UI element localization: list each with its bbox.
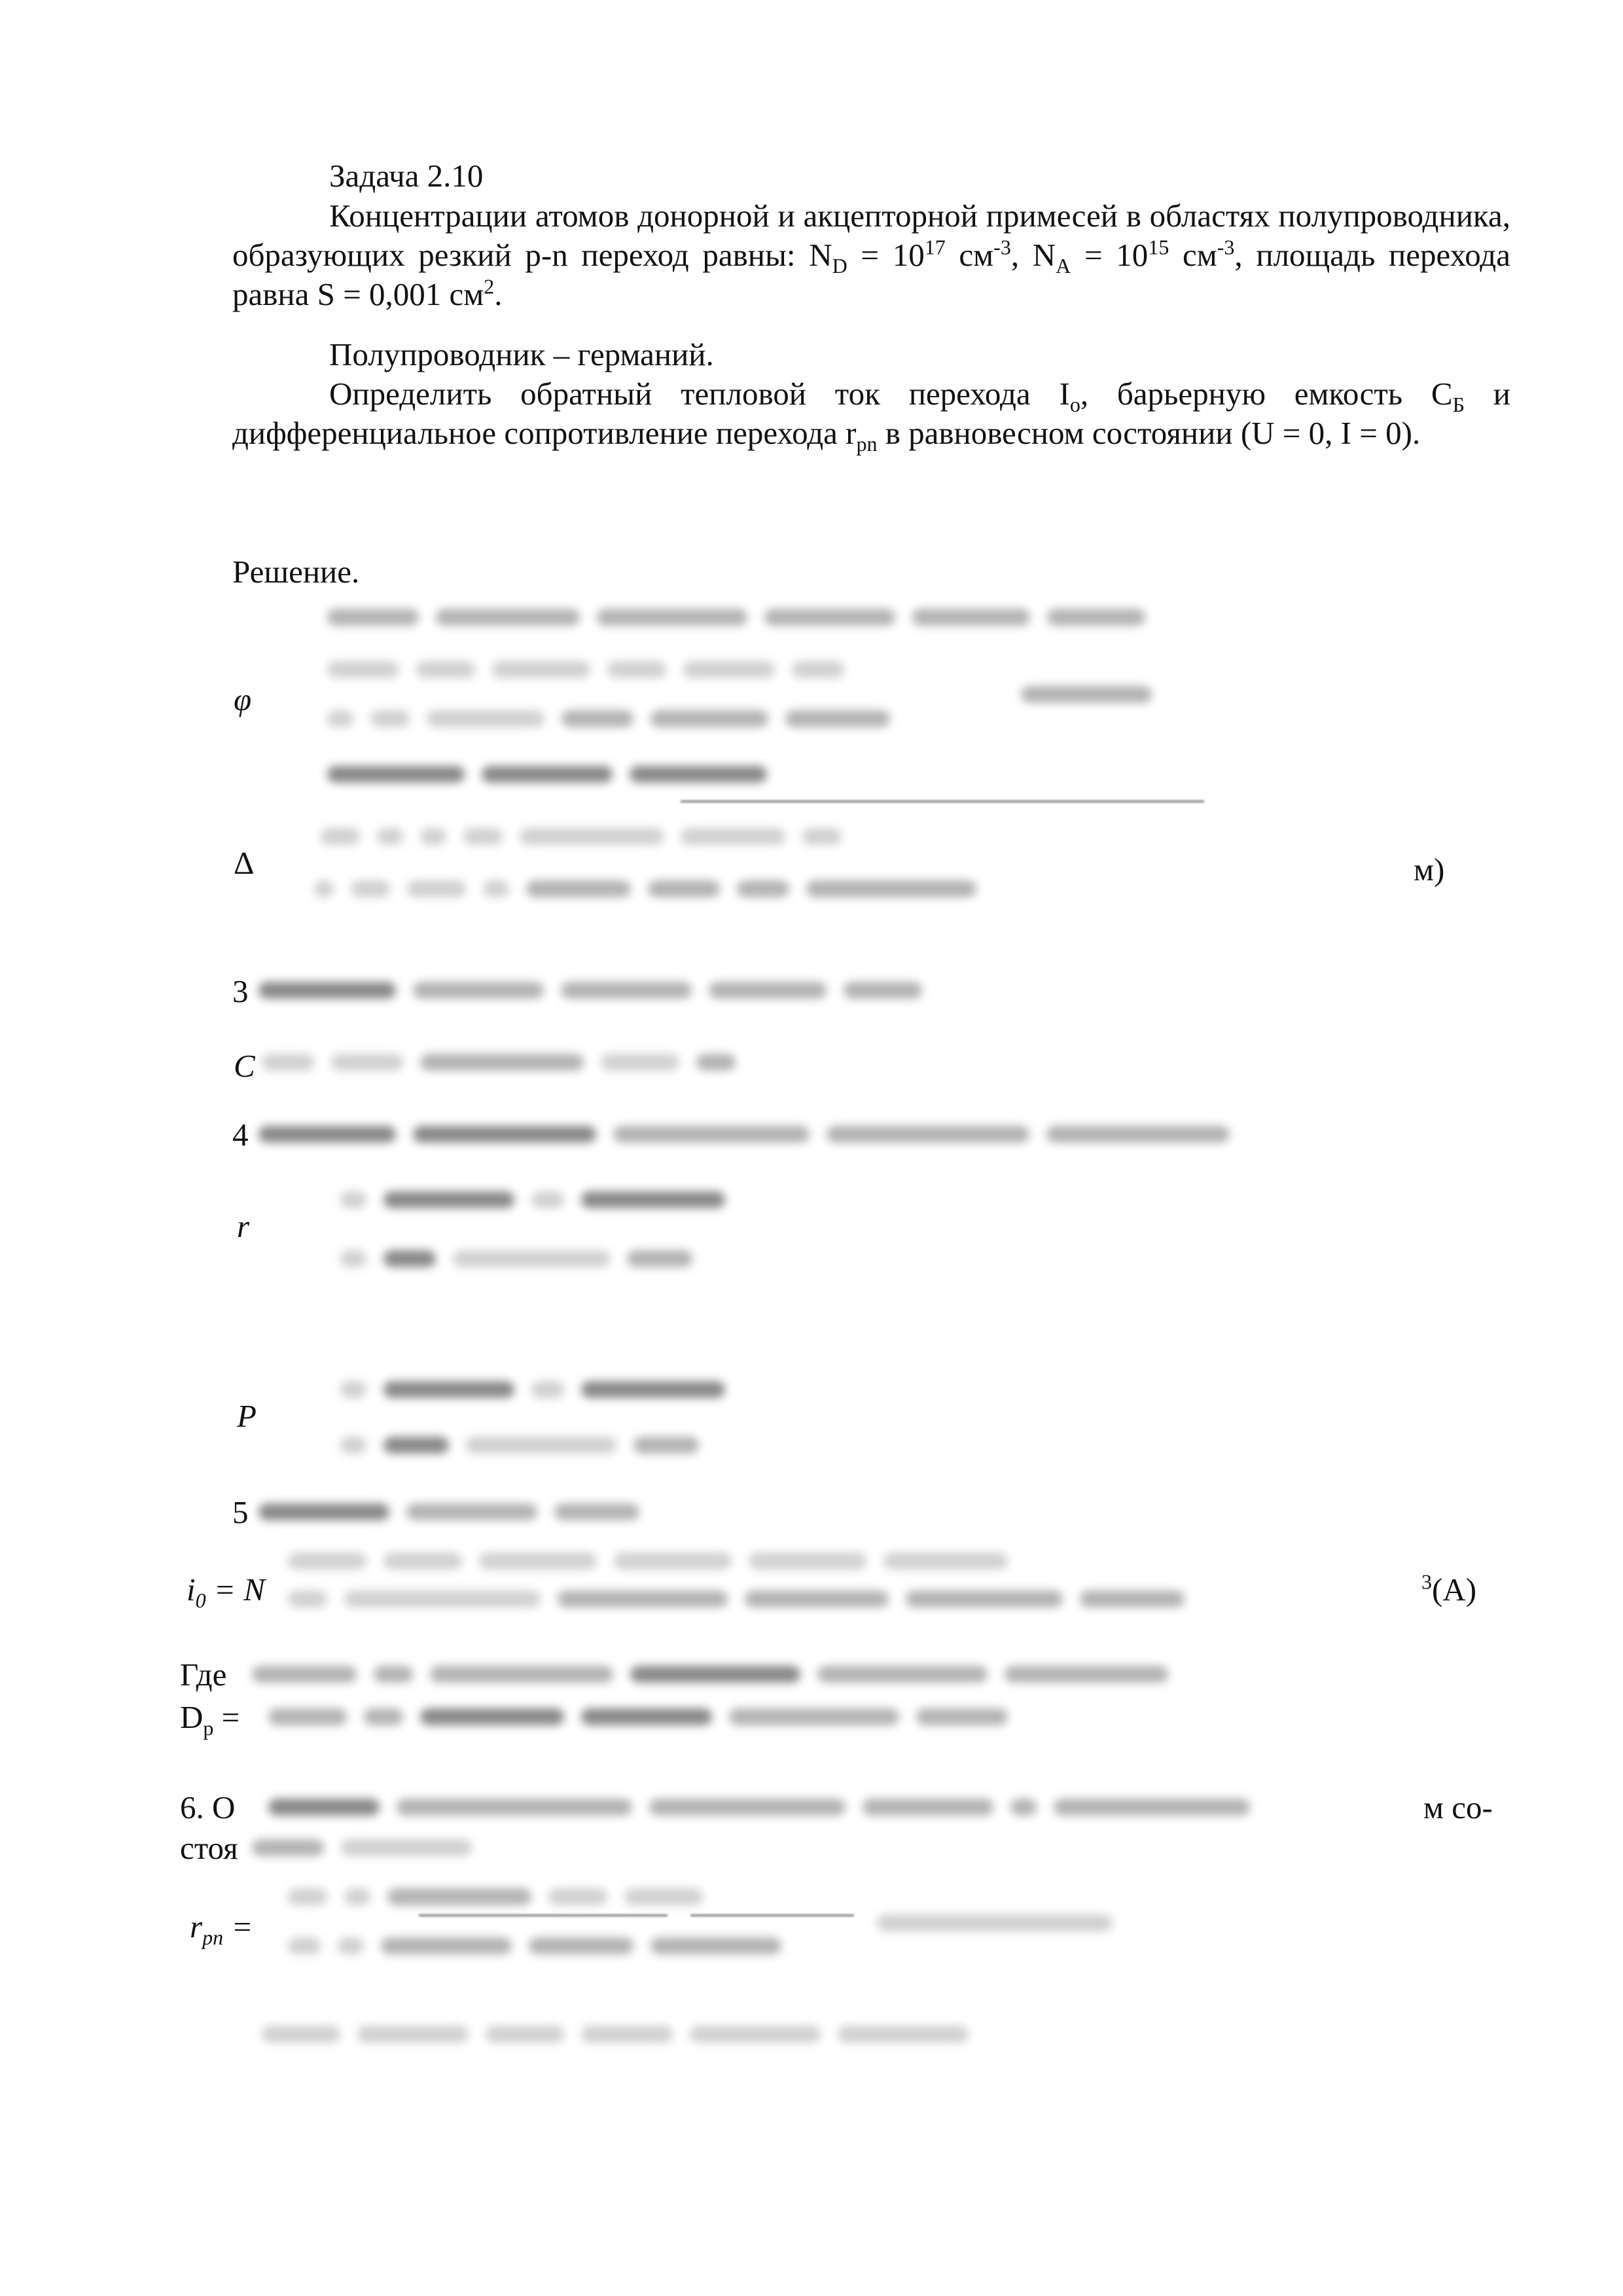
step6-start: 6. О: [180, 1789, 236, 1825]
step4-number: 4: [232, 1117, 249, 1153]
delta-unit-tail: м): [1414, 852, 1445, 888]
phi-symbol: φ: [234, 681, 252, 717]
step6-line2-blurred: [252, 1839, 472, 1856]
step5-blurred-text: [259, 1503, 639, 1520]
rpn-formula-bottom: [288, 1937, 781, 1954]
sqrt-overline: [681, 800, 1204, 802]
step6-blurred-text: [268, 1799, 1250, 1816]
step1-blurred-text: [327, 609, 1145, 626]
i0-unit: $^3$(A): [1421, 1570, 1477, 1607]
r-formula-bottom: [340, 1250, 692, 1267]
delta-symbol: Δ: [234, 845, 255, 881]
phi-formula-top: [327, 661, 844, 678]
where-label: Где: [180, 1657, 227, 1693]
capacitance-formula: [262, 1054, 736, 1071]
p-formula-bottom: [340, 1437, 699, 1454]
step5-number: 5: [232, 1494, 249, 1530]
step3-number: 3: [232, 973, 249, 1009]
rpn-last-line: [262, 2026, 969, 2043]
step6-end: м со-: [1423, 1789, 1493, 1825]
rpn-formula-top: [288, 1888, 703, 1905]
i0-formula-body: [288, 1552, 1008, 1570]
where-blurred-text: [252, 1666, 1168, 1683]
capacitance-symbol: C: [234, 1048, 255, 1084]
task-question-paragraph: Определить обратный тепловой ток перехода $I_o$, барьерную емкость $C_Б$ и дифференциальное сопротивление перехода $r_{pn}$ в равновесном состоянии (U = 0, I = 0).: [232, 376, 1511, 456]
p-symbol: P: [237, 1398, 257, 1434]
rpn-result: [877, 1914, 1113, 1931]
step2-blurred-text: [327, 766, 767, 783]
dp-blurred-text: [268, 1708, 1008, 1725]
rpn-fraction-line-2: [690, 1914, 854, 1916]
rpn-fraction-line: [419, 1914, 668, 1916]
phi-result: [1021, 686, 1152, 703]
step3-blurred-text: [259, 982, 922, 999]
i0-formula-lhs: $i_0 = N$: [187, 1571, 265, 1612]
task-title: Задача 2.10: [329, 158, 484, 194]
solution-heading: Решение.: [232, 554, 360, 590]
delta-formula-top: [321, 828, 842, 845]
dp-label: $D_p$ =: [180, 1699, 240, 1740]
step4-blurred-text: [259, 1126, 1230, 1143]
p-formula-top: [340, 1381, 725, 1398]
r-symbol: r: [237, 1208, 250, 1244]
semiconductor-line: Полупроводник – германий.: [329, 336, 714, 372]
rpn-formula-lhs: $r_{pn}$ =: [190, 1909, 253, 1949]
phi-formula-bottom: [327, 710, 890, 727]
task-conditions-paragraph: Концентрации атомов донорной и акцепторной примесей в областях полупроводника, образующих резкий p-n переход равны: $N_D = 10^{17}$ $см^{-3}$, $N_A = 10^{15}$ $см^{-3}$, площадь перехода равна S = 0,001 $см^2$.: [232, 198, 1510, 312]
r-formula-top: [340, 1191, 725, 1208]
i0-formula-body-2: [288, 1590, 1185, 1607]
delta-formula-bottom: [314, 880, 976, 897]
step6-line2: стоя: [180, 1830, 238, 1866]
